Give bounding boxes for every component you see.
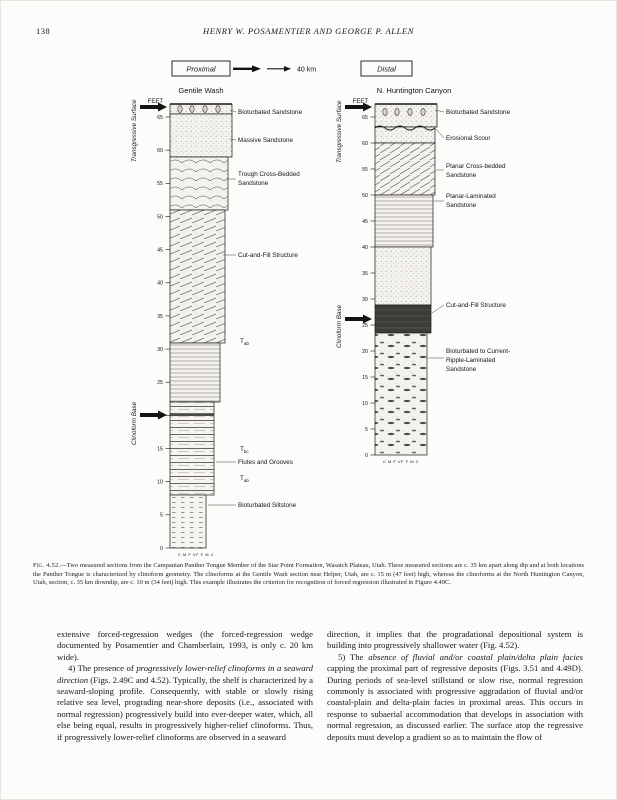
section-n-huntington-canyon [336, 86, 511, 464]
paragraph-continuation [327, 629, 583, 652]
tick-value: 60 [362, 140, 368, 147]
paragraph-text: capping the proximal part of regressive deposits (Figs. 3.51 and 4.49D). During periods of sea-level stillstand or slow rise, normal regression commonly is associated with progressive aggradation of fluvial and/or coastal-plain and delta-plain facies in proximal areas. This occurs in response to subaerial accommodation that develops in association with normal regression, as discussed earlier. The surface atop the regressive deposits must develop a gradient so as to maintain the flow of [327, 663, 583, 742]
lith-label-cut-and-fill: Cut-and-Fill Structure [238, 252, 298, 259]
tick-value: 40 [157, 280, 163, 287]
lith-label-massive-sandstone: Massive Sandstone [238, 137, 293, 144]
tick-value: 35 [362, 270, 368, 277]
running-header [36, 26, 581, 40]
section-title: Gentile Wash [178, 86, 224, 95]
lith-label-bioturbated-ripple: Bioturbated to Current- [446, 348, 511, 355]
lith-column [375, 104, 437, 455]
bouma-t: T [240, 338, 244, 345]
paragraph-text: 4) The presence of [68, 663, 137, 674]
tick-value: 50 [362, 192, 368, 199]
grain-size-scale: C M F VF F M C [382, 459, 420, 464]
lith-label-flutes-grooves: Flutes and Grooves [238, 459, 293, 466]
lith-label-cut-and-fill: Cut-and-Fill Structure [446, 302, 506, 309]
tick-value: 10 [157, 479, 163, 486]
lith-label-planar-cross-bedded-2: Sandstone [446, 172, 477, 179]
section-gentile-wash [131, 86, 303, 557]
feet-axis-label: FEET [352, 99, 368, 105]
bouma-label-tab [240, 338, 249, 346]
clinoform-base-label: Clinoform Base [336, 304, 343, 348]
paragraph-text: (Figs. 2.49C and 4.52). Typically, the shelf is characterized by a seaward-sloping profile. Consequently, with stable or slowly rising relative sea level, prograding near-shore deposits (i.e., associated with normal regression) progressively build into ever-deeper water, which, all else being equal, results in progressively higher-relief clinoforms. Thus, if progressively lower-relief clinoforms are observed in a seaward [57, 674, 313, 742]
depth-ticks [157, 115, 170, 552]
proximal-label: Proximal [186, 64, 216, 74]
caption-text: —Two measured sections from the Campanian Panther Tongue Member of the Star Point Formation, Wasatch Plateau, Utah. These measured sections are c. 35 km apart along dip and at both locations the Panther Tongue is characterized by clinoform geometry. The clinoforms at the Gentile Wash section near Helper, Utah, are c. 15 m (47 feet) high, whereas the clinoforms at the North Huntington Canyon, Utah, section, c. 35 km downdip, are c. 10 m (34 feet) high. This example illustrates the criterion for recognition of forced regression illustrated in Figure 4.49C. [33, 562, 584, 587]
bouma-label-tab-2 [240, 475, 249, 483]
right-arrow-icon [284, 66, 291, 72]
tick-value: 20 [362, 348, 368, 355]
paragraph-continuation [57, 629, 313, 663]
transgressive-surface-label: Transgressive Surface [336, 100, 343, 163]
tick-value: 10 [362, 400, 368, 407]
bouma-t: T [240, 475, 244, 482]
tick-value: 65 [157, 114, 163, 121]
tick-value: 30 [157, 346, 163, 353]
tick-value: 55 [157, 181, 163, 188]
figure-4-52 [0, 55, 617, 565]
tick-value: 0 [160, 545, 163, 552]
tick-value: 30 [362, 296, 368, 303]
tick-value: 15 [157, 446, 163, 453]
tick-value: 45 [362, 218, 368, 225]
right-arrow-icon [252, 65, 261, 72]
tick-value: 15 [362, 374, 368, 381]
tick-value: 25 [157, 380, 163, 387]
paragraph-text-italic: progressively lower-relief clinoforms in a seaward direction [57, 663, 313, 685]
feet-axis-label: FEET [147, 99, 163, 105]
section-title: N. Huntington Canyon [376, 86, 452, 95]
lith-label-trough-cross-bedded: Trough Cross-Bedded [238, 171, 300, 178]
bouma-sub: bc [243, 448, 249, 454]
lith-column [170, 104, 232, 548]
lith-label-bioturbated-sandstone: Bioturbated Sandstone [238, 109, 303, 116]
lith-label-planar-laminated-2: Sandstone [446, 202, 477, 209]
lith-label-bioturbated-ripple-3: Sandstone [446, 366, 477, 373]
bouma-sub: ab [243, 340, 249, 346]
body-text [57, 629, 583, 743]
distance-label: 40 km [297, 66, 317, 74]
tick-value: 20 [157, 413, 163, 420]
tick-value: 50 [157, 214, 163, 221]
tick-value: 25 [362, 322, 368, 329]
lith-label-bioturbated-ripple-2: Ripple-Laminated [446, 357, 496, 364]
measured-sections-figure [0, 55, 617, 565]
lith-label-erosional-scour: Erosional Scour [446, 135, 491, 142]
lith-label-bioturbated-siltstone: Bioturbated Siltstone [238, 502, 297, 509]
paragraph-text-italic: absence of fluvial and/or coastal plain/delta plain facies [368, 651, 584, 662]
grain-size-scale: C M F VF F M C [177, 552, 215, 557]
transgressive-surface-label: Transgressive Surface [131, 99, 138, 162]
depth-ticks [362, 115, 375, 459]
page-number: 138 [36, 26, 51, 36]
bouma-sub: ab [243, 477, 249, 483]
tick-value: 65 [362, 114, 368, 121]
body-column-left [57, 629, 313, 743]
proximal-distal-bar [172, 61, 412, 76]
bouma-label-tbc [240, 446, 249, 454]
tick-value: 45 [157, 247, 163, 254]
tick-value: 0 [365, 452, 368, 459]
paragraph-item-4 [57, 663, 313, 743]
tick-value: 5 [365, 426, 368, 433]
bouma-t: T [240, 446, 244, 453]
running-head-title: HENRY W. POSAMENTIER AND GEORGE P. ALLEN [202, 26, 414, 36]
tick-value: 5 [160, 512, 163, 519]
paragraph-text: 5) The [338, 651, 369, 662]
lith-label-bioturbated-sandstone: Bioturbated Sandstone [446, 109, 511, 116]
tick-value: 35 [157, 313, 163, 320]
lith-label-planar-cross-bedded: Planar Cross-bedded [446, 163, 506, 170]
paragraph-text: direction, it implies that the progradational depositional system is building into progressively shallower water (Fig. 4.52). [327, 629, 583, 651]
paragraph-text: extensive forced-regression wedges (the forced-regression wedge documented by Posamentier and Chamberlain, 1993, is only c. 20 km wide). [57, 629, 313, 662]
tick-value: 40 [362, 244, 368, 251]
caption-figure-number: Fig. 4.52. [33, 562, 61, 569]
figure-caption [33, 562, 584, 588]
tick-value: 55 [362, 166, 368, 173]
paragraph-item-5 [327, 652, 583, 743]
distal-label: Distal [377, 64, 396, 74]
body-column-right [327, 629, 583, 743]
lith-label-planar-laminated: Planar-Laminated [446, 193, 496, 200]
tick-value: 60 [157, 148, 163, 155]
lith-label-trough-cross-bedded-2: Sandstone [238, 180, 269, 187]
clinoform-base-label: Clinoform Base [131, 401, 138, 445]
